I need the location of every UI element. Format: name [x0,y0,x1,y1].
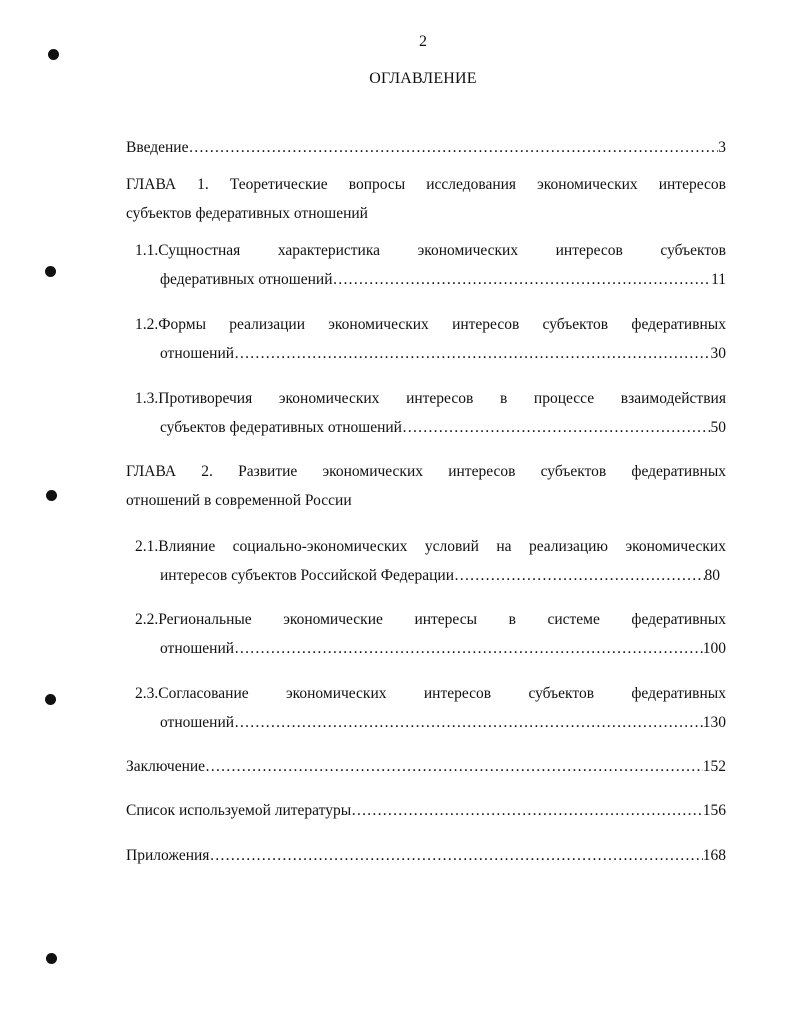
toc-section-1-3-line2[interactable] [160,418,726,438]
toc-section-1-1-line2[interactable] [160,270,726,290]
toc-entry-title: Введение [126,139,189,156]
binder-hole-icon [45,694,56,705]
toc-entry-title: федеративных отношений [160,271,333,288]
toc-entry-page: 30 [710,345,726,362]
toc-section-2-1-line1[interactable]: 2.1.Влияние социально-экономических условий на реализацию экономических [135,538,726,555]
page-title: ОГЛАВЛЕНИЕ [369,70,477,87]
toc-entry-page: 11 [711,271,726,288]
toc-entry-page: 168 [702,847,726,864]
toc-entry-title: Список используемой литературы [126,802,352,819]
page-number: 2 [419,33,427,50]
binder-hole-icon [48,49,59,60]
toc-entry-title: отношений [160,714,235,731]
toc-section-1-3-line1[interactable]: 1.3.Противоречия экономических интересов в процессе взаимодействия [135,390,726,407]
toc-entry-page: 130 [702,714,726,731]
toc-entry-page: 3 [718,139,726,156]
toc-chapter-1-line2: субъектов федеративных отношений [126,205,368,222]
toc-entry-title: отношений [160,640,235,657]
toc-section-2-1-line2[interactable] [160,566,720,586]
toc-entry-title: субъектов федеративных отношений [160,419,402,436]
toc-entry-title: Заключение [126,758,206,775]
toc-chapter-2-line2: отношений в современной России [126,492,352,509]
toc-entry-title: интересов субъектов Российской Федерации [160,567,455,584]
toc-section-1-2-line2[interactable] [160,344,726,364]
binder-hole-icon [46,490,57,501]
toc-section-2-2-line2[interactable] [160,639,726,659]
binder-hole-icon [45,266,56,277]
toc-section-1-2-line1[interactable]: 1.2.Формы реализации экономических интересов субъектов федеративных [135,316,726,333]
toc-entry-conclusion[interactable] [126,757,726,777]
toc-section-2-2-line1[interactable]: 2.2.Региональные экономические интересы в системе федеративных [135,611,726,628]
toc-entry-page: 100 [702,640,726,657]
toc-chapter-1-line1[interactable]: ГЛАВА 1. Теоретические вопросы исследования экономических интересов [126,176,726,193]
toc-section-1-1-line1[interactable]: 1.1.Сущностная характеристика экономических интересов субъектов [135,242,726,259]
toc-chapter-2-line1[interactable]: ГЛАВА 2. Развитие экономических интересов субъектов федеративных [126,463,726,480]
toc-entry-title: отношений [160,345,235,362]
toc-entry-page: 50 [710,419,726,436]
toc-entry-page: 156 [702,802,726,819]
binder-hole-icon [46,953,57,964]
toc-section-2-3-line1[interactable]: 2.3.Согласование экономических интересов субъектов федеративных [135,685,726,702]
toc-entry-appendices[interactable] [126,846,726,866]
toc-entry-page: 152 [702,758,726,775]
toc-entry-page: 80 [704,567,720,584]
toc-entry-title: Приложения [126,847,210,864]
toc-entry-bibliography[interactable] [126,801,726,821]
toc-section-2-3-line2[interactable] [160,713,726,733]
toc-entry-intro[interactable] [126,138,726,158]
